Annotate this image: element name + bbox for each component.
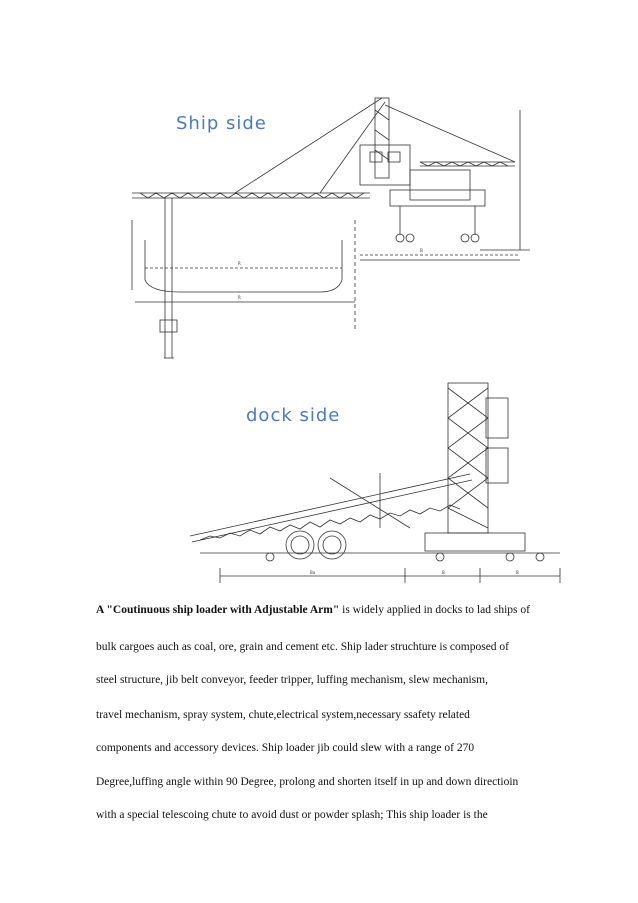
svg-text:B: B [420, 248, 423, 253]
paragraph-lead-bold: A "Coutinuous ship loader with Adjustable Arm" [96, 604, 340, 616]
dock-side-caption: dock side [246, 405, 341, 426]
svg-text:Ba: Ba [310, 570, 316, 575]
ship-loader-dock-side-diagram [180, 378, 580, 588]
paragraph-line-2: bulk cargoes auch as coal, ore, grain and cement etc. Ship lader struchture is composed of [96, 641, 510, 653]
paragraph-line-1 [96, 603, 596, 618]
svg-text:B: B [442, 570, 445, 575]
dock-side-drawing [180, 378, 580, 588]
paragraph-line-5: components and accessory devices. Ship loader jib could slew with a range of 270 [96, 742, 475, 754]
paragraph-line-3: steel structure, jib belt conveyor, feeder tripper, luffing mechanism, slew mechanism, [96, 674, 488, 686]
paragraph-line-4: travel mechanism, spray system, chute,electrical system,necessary ssafety related [96, 709, 470, 721]
svg-text:B: B [516, 570, 519, 575]
paragraph-line-1-rest: is widely applied in docks to lad ships of [339, 604, 530, 616]
paragraph-line-6: Degree,luffing angle within 90 Degree, prolong and shorten itself in up and down directioin [96, 776, 519, 788]
svg-text:R: R [238, 295, 241, 300]
paragraph-line-7: with a special telescoing chute to avoid dust or powder splash; This ship loader is the [96, 809, 488, 821]
svg-text:R: R [238, 261, 241, 266]
ship-side-caption: Ship side [176, 113, 267, 134]
